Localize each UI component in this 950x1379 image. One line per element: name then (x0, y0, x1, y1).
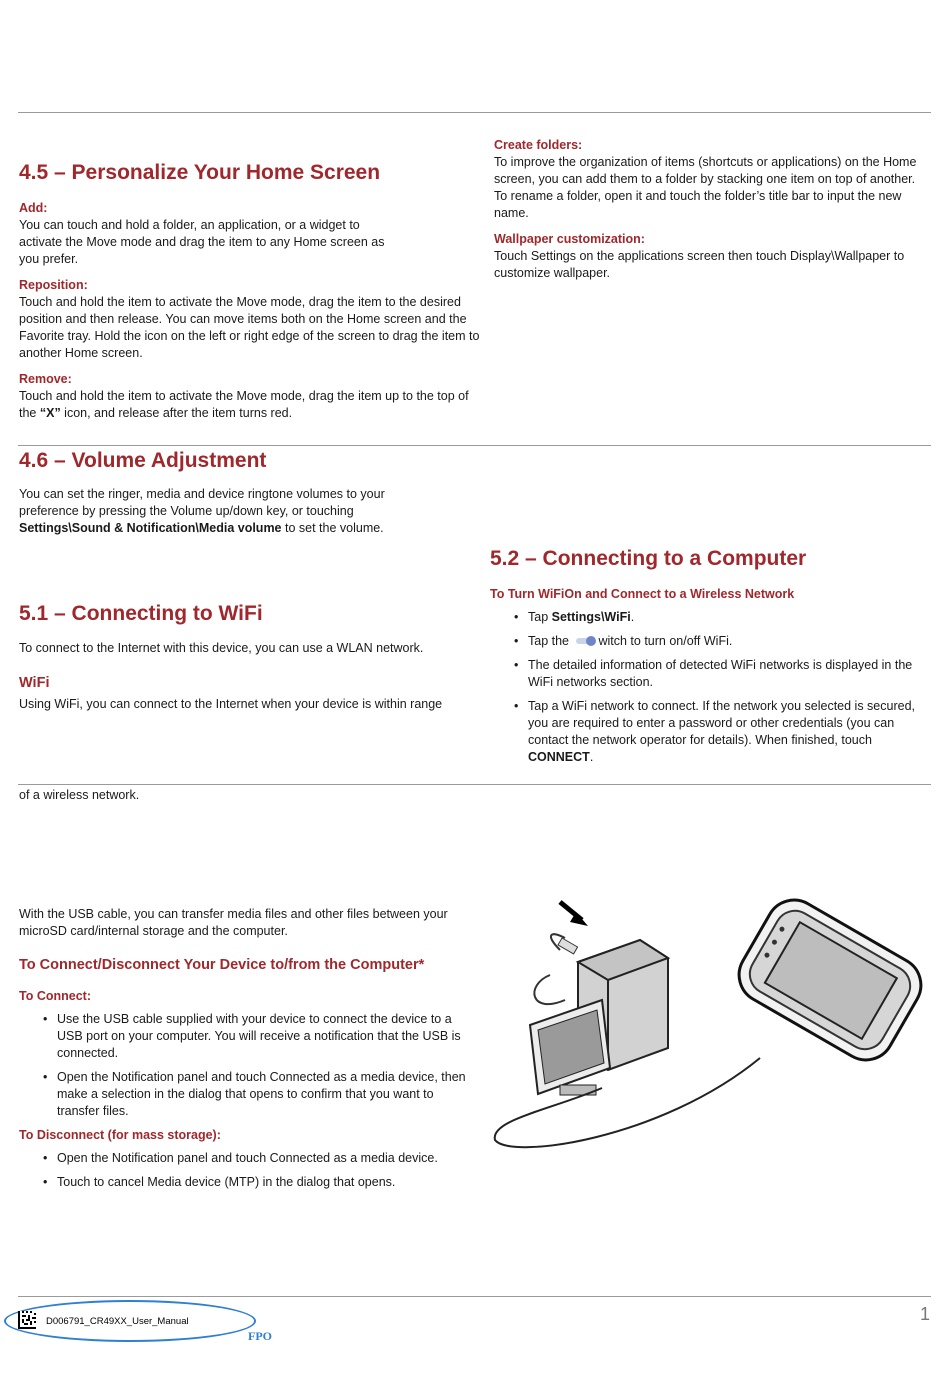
disconnect-steps (19, 1150, 477, 1191)
connect-steps (19, 1011, 477, 1120)
create-folders-text: To improve the organization of items (shortcuts or applications) on the Home screen, you can add them to a folder by stacking one item on top of another. To rename a folder, open it and touch the folder’s title bar to input the new name. (494, 155, 917, 220)
wifi-on-subheading: To Turn WiFiOn and Connect to a Wireless Network (490, 587, 795, 601)
remove-text (19, 388, 469, 422)
usb-connection-illustration (490, 890, 930, 1150)
add-label: Add: (19, 201, 48, 215)
remove-x: “X” (39, 406, 61, 420)
list-item: • The detailed information of detected WiFi networks is displayed in the WiFi networks section. (490, 657, 925, 691)
section-5-1 (19, 601, 487, 713)
section-4-5-right (494, 136, 924, 282)
datamatrix-code-icon (18, 1311, 36, 1329)
section-usb (19, 906, 479, 975)
list-item: • Tap a WiFi network to connect. If the network you selected is secured, you are required to enter a password or other credentials (you can contact the network operator for details). When finished, touch CONNECT. (490, 698, 925, 766)
volume-path: Settings\Sound & Notification\Media volume (19, 521, 282, 535)
document-id: D006791_CR49XX_User_Manual (46, 1316, 189, 1327)
wallpaper-label: Wallpaper customization: (494, 232, 645, 246)
list-item: • Open the Notification panel and touch Connected as a media device. (19, 1150, 477, 1167)
list-item: • Tap the witch to turn on/off WiFi. (490, 633, 925, 650)
wifi-intro: To connect to the Internet with this device, you can use a WLAN network. (19, 641, 424, 655)
volume-text-a: You can set the ringer, media and device ringtone volumes to your preference by pressing the Volume up/down key, or touching (19, 487, 385, 518)
top-rule (18, 112, 931, 113)
section-4-6 (19, 448, 399, 537)
footer-rule (18, 1296, 931, 1297)
add-text: You can touch and hold a folder, an application, or a widget to activate the Move mode and drag the item to any Home screen as you prefer. (19, 218, 385, 266)
list-item: • Open the Notification panel and touch Connected as a media device, then make a selection in the dialog that opens to confirm that you want to transfer files. (19, 1069, 477, 1120)
remove-text-b: icon, and release after the item turns red. (60, 406, 293, 420)
fpo-mark: FPO (248, 1329, 272, 1343)
remove-label: Remove: (19, 372, 72, 386)
disconnect-label: To Disconnect (for mass storage): (19, 1128, 221, 1142)
wifi-heading: WiFi (19, 675, 50, 691)
heading-4-6: 4.6 – Volume Adjustment (19, 449, 267, 472)
page-number: 1 (919, 1304, 930, 1324)
remove-text-a: Touch and hold the item to activate the Move mode, drag the item up to the top of the (19, 389, 469, 420)
usb-connect (19, 987, 477, 1198)
connect-label: To Connect: (19, 989, 91, 1003)
rule-4-6 (18, 445, 931, 446)
heading-4-5: 4.5 – Personalize Your Home Screen (19, 161, 381, 184)
list-item: • Use the USB cable supplied with your device to connect the device to a USB port on your computer. You will receive a notification that the USB is connected. (19, 1011, 477, 1062)
toggle-switch-icon (576, 636, 596, 646)
usb-intro: With the USB cable, you can transfer media files and other files between your microSD card/internal storage and the computer. (19, 907, 448, 938)
create-folders-label: Create folders: (494, 138, 583, 152)
reposition-text: Touch and hold the item to activate the Move mode, drag the item to the desired position and then release. You can move items both on the Home screen and the Favorite tray. Hold the icon on the left or right edge of the screen to drag the item to another Home screen. (19, 295, 480, 360)
rule-usb (18, 784, 931, 785)
wallpaper-text: Touch Settings on the applications screen then touch Display\Wallpaper to customize wallpaper. (494, 249, 905, 280)
list-item: • Touch to cancel Media device (MTP) in the dialog that opens. (19, 1174, 477, 1191)
volume-text-b: to set the volume. (281, 521, 384, 535)
heading-5-1: 5.1 – Connecting to WiFi (19, 602, 263, 625)
section-4-5 (19, 160, 487, 422)
section-5-2 (490, 546, 925, 773)
heading-5-2: 5.2 – Connecting to a Computer (490, 547, 807, 570)
reposition-label: Reposition: (19, 278, 88, 292)
usb-heading: To Connect/Disconnect Your Device to/from the Computer* (19, 957, 425, 973)
wifi-text-cont: of a wireless network. (19, 788, 140, 802)
list-item: • Tap Settings\WiFi. (490, 609, 925, 626)
volume-text (19, 486, 399, 537)
wifi-steps (490, 609, 925, 766)
wifi-text: Using WiFi, you can connect to the Internet when your device is within range (19, 697, 443, 711)
